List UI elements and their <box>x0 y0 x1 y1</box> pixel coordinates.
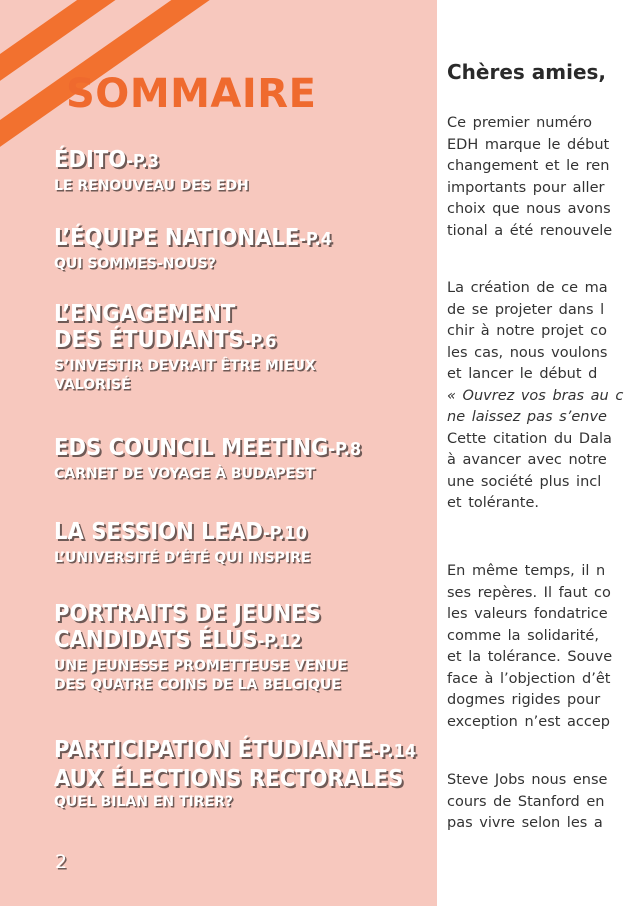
toc-entry-subtitle: L’UNIVERSITÉ D’ÉTÉ QUI INSPIRE <box>54 550 311 566</box>
entry-page: -P.10 <box>262 523 307 544</box>
text-line: et tolérante. <box>447 495 539 511</box>
toc-entry-subtitle: CARNET DE VOYAGE À BUDAPEST <box>54 466 315 482</box>
entry-page: -P.4 <box>299 229 333 250</box>
page-number: 2 <box>55 851 68 873</box>
text-line: changement et le ren <box>447 158 610 174</box>
toc-entry-title <box>54 434 361 463</box>
text-line: les valeurs fondatrice <box>447 606 608 622</box>
entry-title-text: PARTICIPATION ÉTUDIANTE <box>54 735 373 763</box>
edito-greeting: Chères amies, <box>447 60 607 84</box>
text-line: les cas, nous voulons <box>447 344 608 361</box>
text-line: choix que nous avons <box>447 201 611 217</box>
toc-entry-title-line1: PORTRAITS DE JEUNES <box>54 599 321 627</box>
toc-entry-title-line1: L’ENGAGEMENT <box>54 299 236 327</box>
text-line: exception n’est accep <box>447 713 610 730</box>
text-line: dogmes rigides pour <box>447 692 601 708</box>
edito-panel <box>437 0 638 906</box>
toc-entry-title-line2 <box>54 326 316 355</box>
text-line: chir à notre projet co <box>447 323 607 339</box>
text-line: ses repères. Il faut co <box>447 584 611 601</box>
toc-entry-portraits[interactable] <box>54 600 347 695</box>
text-line: de se projeter dans l <box>447 301 605 318</box>
toc-entry-subtitle: QUEL BILAN EN TIRER? <box>54 794 234 810</box>
toc-entry-subtitle-line2: VALORISÉ <box>54 377 131 393</box>
toc-entry-subtitle-line1: S’INVESTIR DEVRAIT ÊTRE MIEUX <box>54 358 316 374</box>
toc-entry-equipe-nationale[interactable] <box>54 224 332 274</box>
entry-page: -P.14 <box>372 741 417 762</box>
toc-entry-subtitle: LE RENOUVEAU DES EDH <box>54 178 249 194</box>
entry-page: -P.6 <box>243 331 277 352</box>
toc-entry-edito[interactable] <box>54 146 249 196</box>
text-line: à avancer avec notre <box>447 452 607 468</box>
text-line: une société plus incl <box>447 473 602 490</box>
edito-paragraph <box>447 770 638 835</box>
sommaire-title: SOMMAIRE <box>66 71 317 117</box>
toc-entry-subtitle-line2: DES QUATRE COINS DE LA BELGIQUE <box>54 677 341 693</box>
text-line: face à l’objection d’êt <box>447 670 611 687</box>
entry-title-text: DES ÉTUDIANTS <box>54 325 244 353</box>
text-line: Cette citation du Dala <box>447 430 612 447</box>
toc-entry-subtitle-line1: UNE JEUNESSE PROMETTEUSE VENUE <box>54 658 348 674</box>
entry-page: -P.8 <box>328 439 362 460</box>
toc-entry-title-line1 <box>54 736 416 765</box>
toc-entry-title <box>54 146 249 175</box>
text-line: comme la solidarité, <box>447 627 599 644</box>
toc-entry-title <box>54 518 310 547</box>
text-line: cours de Stanford en <box>447 793 605 810</box>
toc-entry-title-line2 <box>54 626 347 655</box>
edito-paragraph <box>447 113 638 242</box>
text-line: En même temps, il n <box>447 563 606 579</box>
text-line: importants pour aller <box>447 179 605 196</box>
text-line: pas vivre selon les a <box>447 815 603 831</box>
entry-title-text: CANDIDATS ÉLUS <box>54 625 258 653</box>
text-line: EDH marque le début <box>447 136 610 153</box>
text-line: et lancer le début d <box>447 366 598 382</box>
quote-line: « Ouvrez vos bras au c <box>447 387 624 404</box>
toc-entry-title <box>54 224 332 253</box>
entry-page: -P.12 <box>257 631 302 652</box>
edito-paragraph <box>447 561 638 733</box>
text-line: La création de ce ma <box>447 280 608 296</box>
edito-paragraph <box>447 278 638 515</box>
toc-entry-title-line2: AUX ÉLECTIONS RECTORALES <box>54 764 404 792</box>
toc-entry-session-lead[interactable] <box>54 518 310 568</box>
text-line: tional a été renouvele <box>447 222 613 239</box>
text-line: Ce premier numéro <box>447 115 593 131</box>
quote-line: ne laissez pas s’enve <box>447 409 607 425</box>
entry-title-text: EDS COUNCIL MEETING <box>54 433 329 461</box>
entry-title-text: ÉDITO <box>54 145 127 173</box>
text-line: Steve Jobs nous ense <box>447 772 608 788</box>
toc-entry-eds-council[interactable] <box>54 434 361 484</box>
text-line: et la tolérance. Souve <box>447 649 613 665</box>
toc-entry-engagement[interactable] <box>54 300 316 395</box>
toc-entry-subtitle: QUI SOMMES-NOUS? <box>54 256 216 272</box>
entry-page: -P.3 <box>126 151 159 172</box>
entry-title-text: LA SESSION LEAD <box>54 517 263 545</box>
toc-entry-participation[interactable] <box>54 736 416 812</box>
entry-title-text: L’ÉQUIPE NATIONALE <box>54 223 300 251</box>
